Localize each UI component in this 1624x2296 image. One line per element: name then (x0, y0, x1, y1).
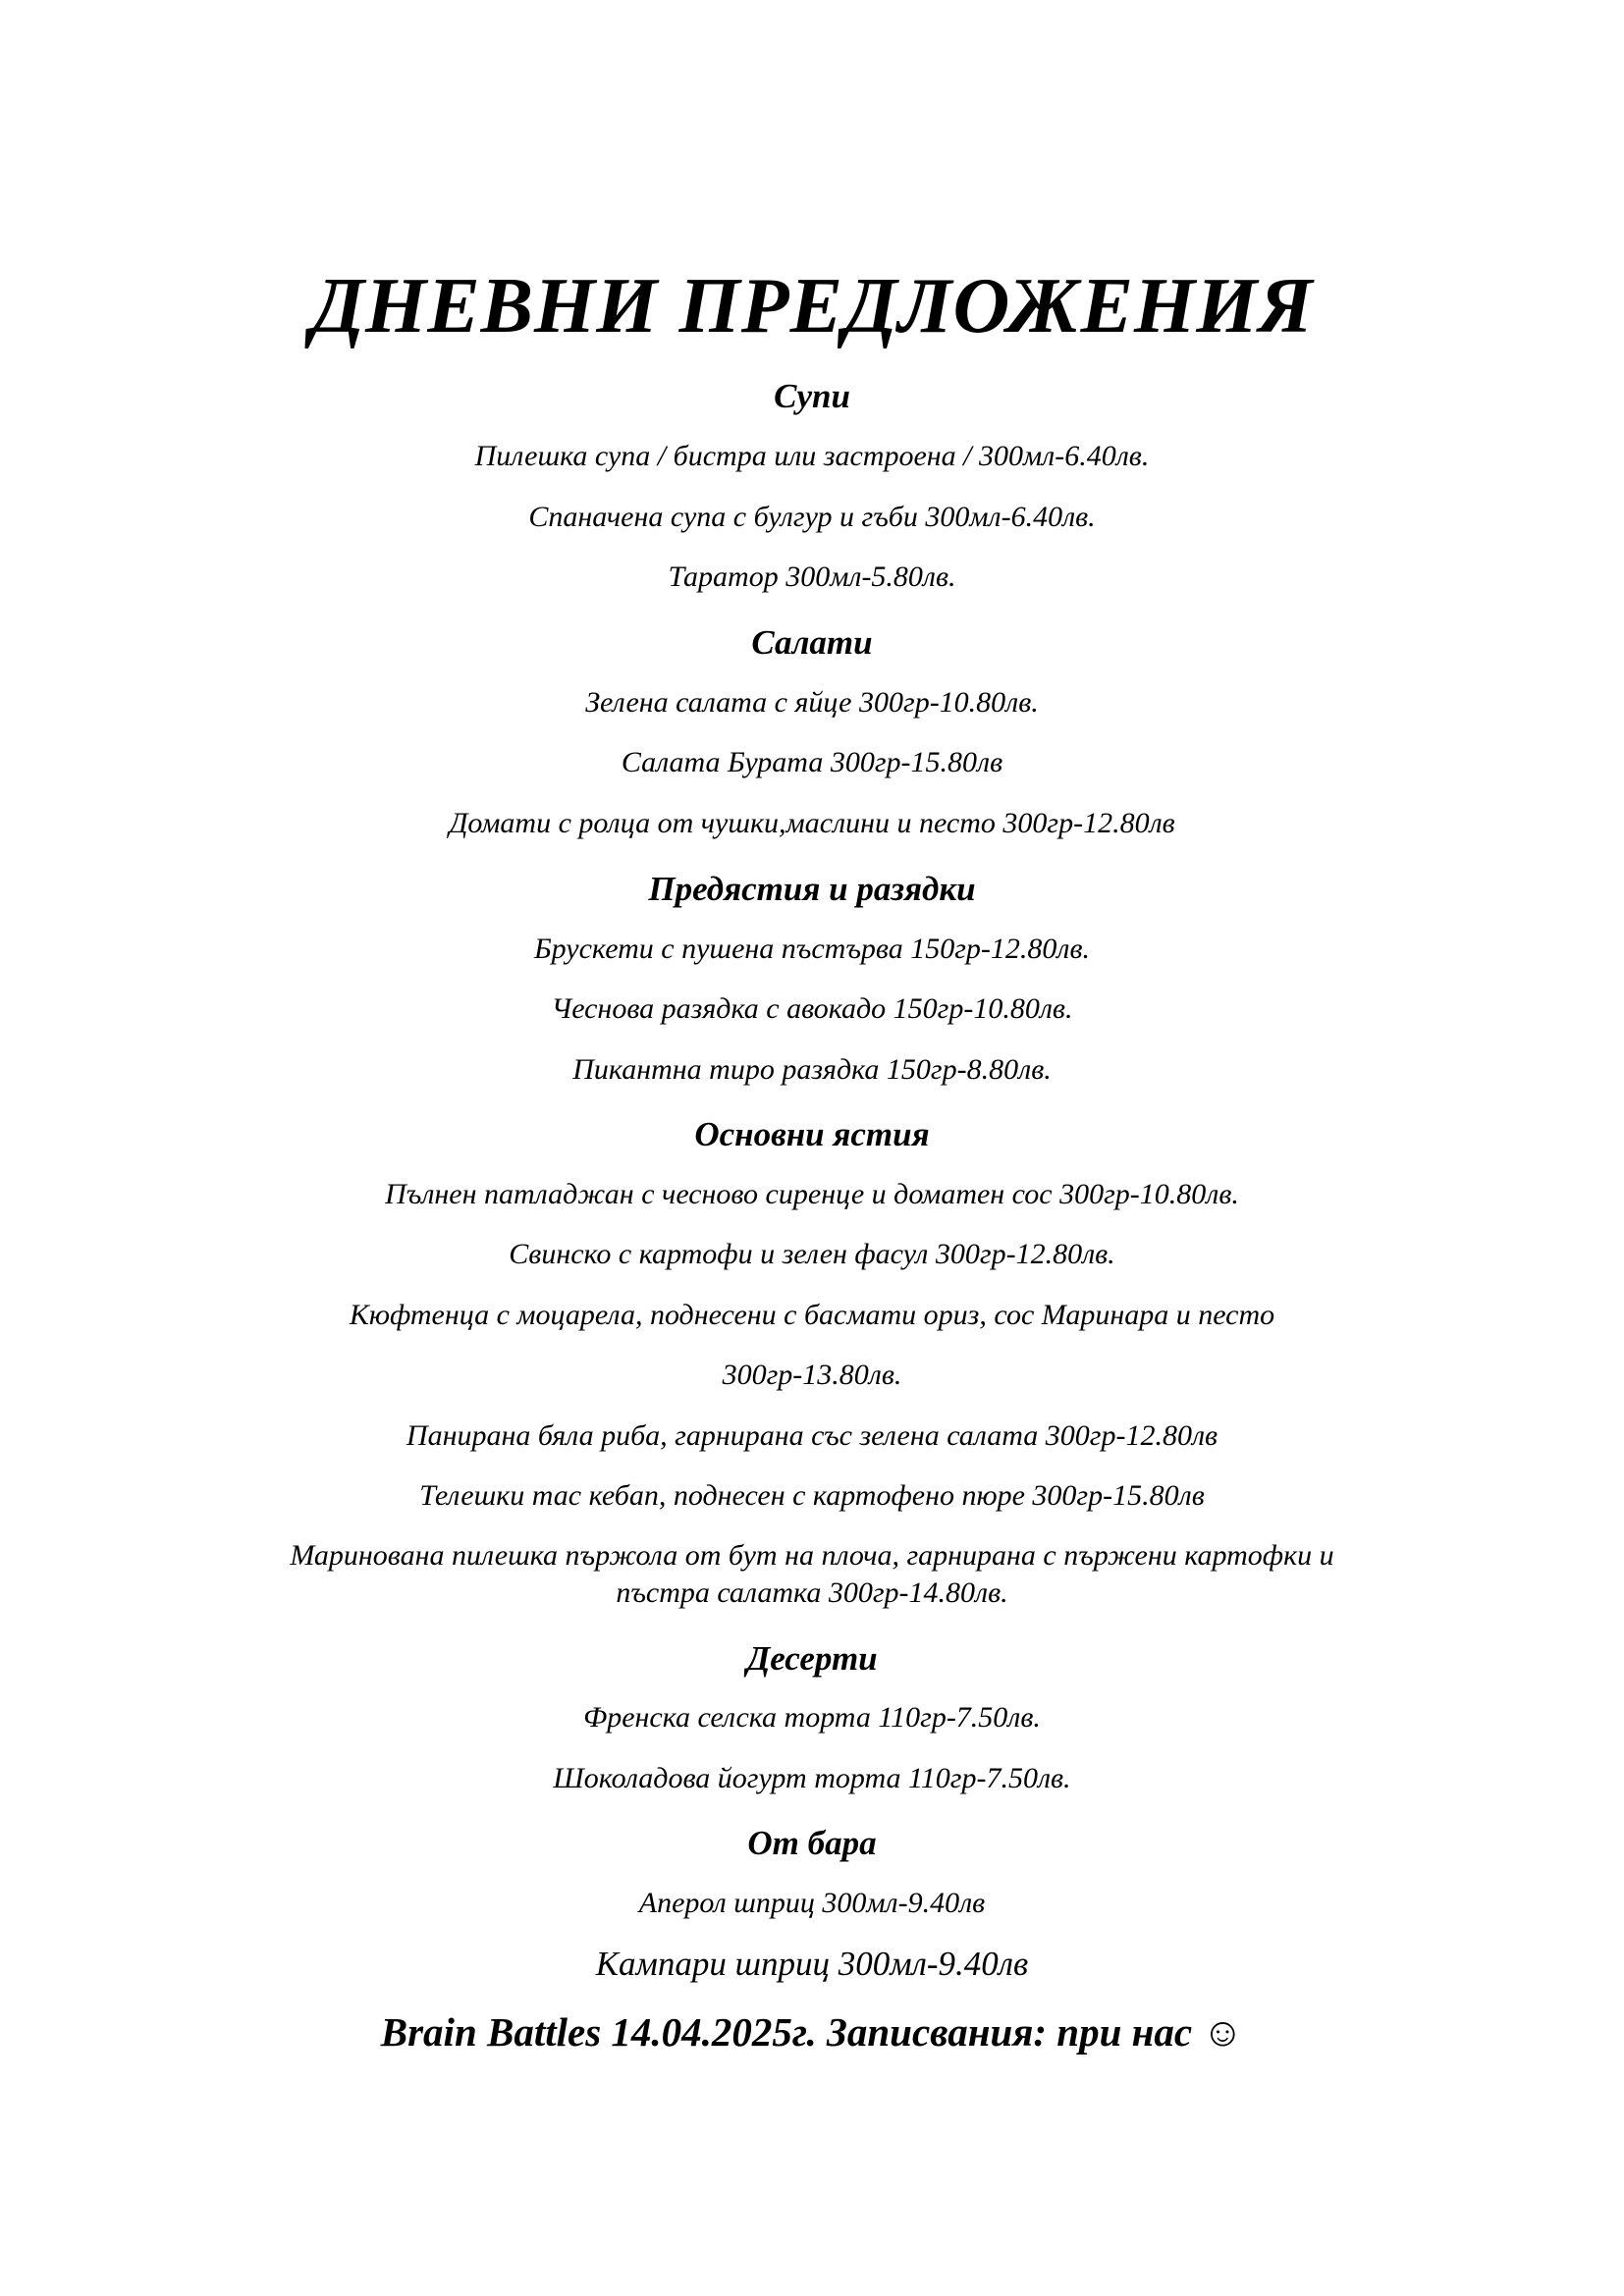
menu-item: Свинско с картофи и зелен фасул 300гр-12.80лв. (509, 1238, 1115, 1270)
menu-item: Зелена салата с яйце 300гр-10.80лв. (585, 686, 1039, 719)
section-heading-desserts: Десерти (746, 1639, 878, 1678)
section-heading-soups: Супи (774, 377, 850, 415)
menu-item: Пикантна тиро разядка 150гр-8.80лв. (572, 1053, 1052, 1086)
menu-item: Маринована пилешка пържола от бут на плоча, гарнирана с пържени картофки и (290, 1539, 1334, 1572)
menu-item: Шоколадова йогурт торта 110гр-7.50лв. (553, 1762, 1071, 1794)
menu-item: пъстра салатка 300гр-14.80лв. (616, 1576, 1008, 1609)
event-announcement: Brain Battles 14.04.2025г. Записвания: при нас ☺ (380, 2009, 1244, 2055)
section-heading-starters: Предястия и разядки (648, 870, 976, 908)
section-heading-mains: Основни ястия (694, 1115, 930, 1153)
menu-item: Кюфтенца с моцарела, поднесени с басмати ориз, сос Маринара и песто (349, 1299, 1275, 1331)
menu-item: Аперол шприц 300мл-9.40лв (638, 1887, 986, 1919)
menu-item: Пилешка супа / бистра или застроена / 300мл-6.40лв. (474, 440, 1150, 472)
section-heading-bar: От бара (747, 1824, 877, 1862)
menu-item: Домати с ролца от чушки,маслини и песто 300гр-12.80лв (449, 807, 1175, 839)
menu-item: Таратор 300мл-5.80лв. (668, 561, 956, 593)
menu-item: Кампари шприц 300мл-9.40лв (595, 1945, 1029, 1983)
menu-item: 300гр-13.80лв. (722, 1359, 902, 1391)
menu-item: Панирана бяла риба, гарнирана със зелена салата 300гр-12.80лв (406, 1419, 1218, 1452)
page-title: ДНЕВНИ ПРЕДЛОЖЕНИЯ (310, 263, 1314, 349)
menu-item: Френска селска торта 110гр-7.50лв. (583, 1701, 1041, 1734)
menu-item: Телешки тас кебап, поднесен с картофено пюре 300гр-15.80лв (419, 1479, 1205, 1512)
menu-item: Пълнен патладжан с чесново сиренце и доматен сос 300гр-10.80лв. (385, 1178, 1239, 1210)
menu-item: Брускети с пушена пъстърва 150гр-12.80лв. (533, 933, 1090, 965)
menu-item: Спаначена супа с булгур и гъби 300мл-6.40лв. (528, 501, 1096, 533)
section-heading-salads: Салати (751, 623, 873, 662)
menu-item: Салата Бурата 300гр-15.80лв (621, 746, 1003, 778)
menu-item: Чеснова разядка с авокадо 150гр-10.80лв. (551, 992, 1073, 1025)
